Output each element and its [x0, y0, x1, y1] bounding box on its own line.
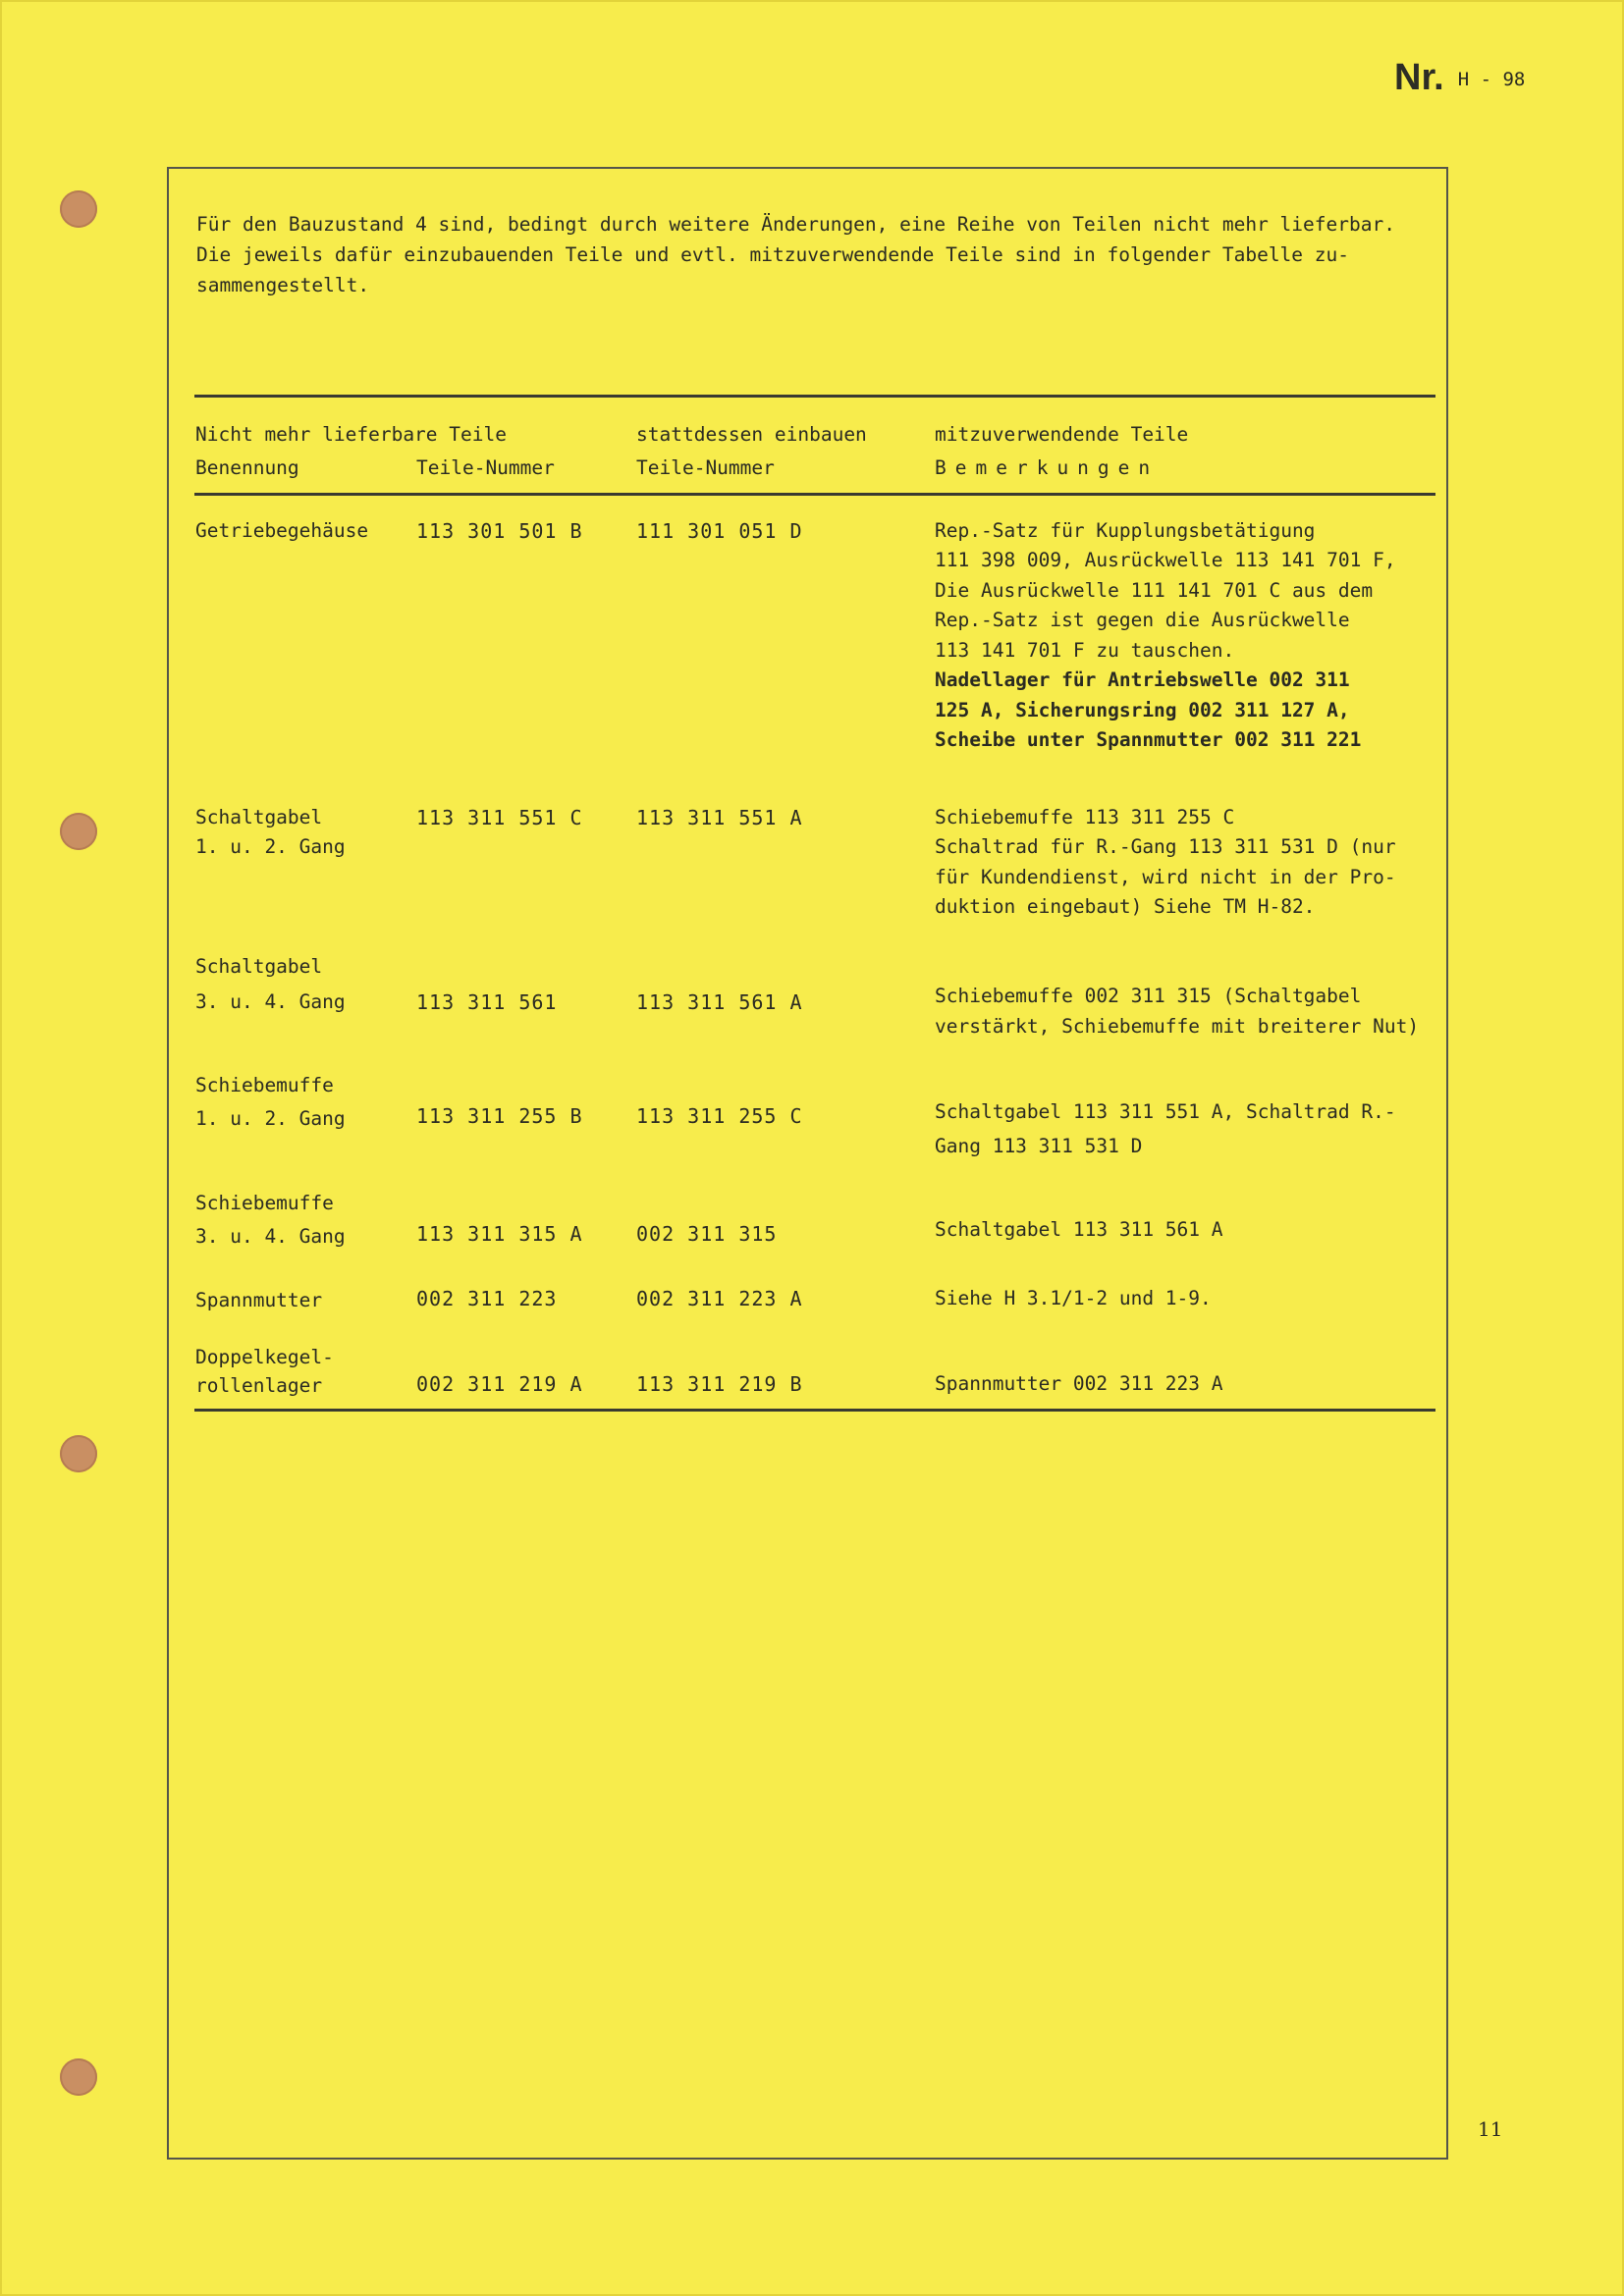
document-number: [1394, 57, 1525, 99]
part-name: Schaltgabel: [195, 955, 323, 978]
old-part-number: 113 311 315 A: [416, 1222, 583, 1246]
nr-label: Nr.: [1394, 57, 1444, 98]
remark-line: Die Ausrückwelle 111 141 701 C aus dem: [935, 579, 1374, 602]
part-name: 3. u. 4. Gang: [195, 1225, 346, 1248]
punch-hole: [60, 2058, 97, 2096]
remark-line: Schiebemuffe 113 311 255 C: [935, 806, 1235, 828]
page-number: 11: [1478, 2117, 1503, 2141]
punch-hole: [60, 1435, 97, 1472]
table-top-rule: [194, 395, 1435, 398]
part-name: 1. u. 2. Gang: [195, 1107, 346, 1130]
punch-hole: [60, 190, 97, 228]
intro-line: Die jeweils dafür einzubauenden Teile und evtl. mitzuverwendende Teile sind in folgender Tabelle zu-: [196, 243, 1349, 266]
old-part-number: 113 301 501 B: [416, 519, 583, 543]
header-bottom-rule: [194, 493, 1435, 496]
old-part-number: 002 311 223: [416, 1287, 558, 1310]
header-group-additional: mitzuverwendende Teile: [935, 423, 1189, 446]
remark-line: Schiebemuffe 002 311 315 (Schaltgabel: [935, 985, 1362, 1007]
old-part-number: 113 311 561: [416, 990, 558, 1014]
remark-line-bold: Nadellager für Antriebswelle 002 311: [935, 668, 1350, 691]
part-name: 3. u. 4. Gang: [195, 990, 346, 1013]
part-name: Schaltgabel: [195, 806, 323, 828]
remark-line: Siehe H 3.1/1-2 und 1-9.: [935, 1287, 1212, 1309]
punch-hole: [60, 813, 97, 850]
remark-line: 111 398 009, Ausrückwelle 113 141 701 F,: [935, 549, 1396, 571]
remark-line: 113 141 701 F zu tauschen.: [935, 639, 1235, 662]
remark-line: verstärkt, Schiebemuffe mit breiterer Nut): [935, 1015, 1420, 1038]
new-part-number: 113 311 255 C: [636, 1104, 803, 1128]
new-part-number: 113 311 551 A: [636, 806, 803, 829]
intro-line: Für den Bauzustand 4 sind, bedingt durch weitere Änderungen, eine Reihe von Teilen nicht mehr lieferbar.: [196, 213, 1395, 236]
header-col-new-number: Teile-Nummer: [636, 456, 775, 479]
part-name: 1. u. 2. Gang: [195, 835, 346, 858]
new-part-number: 113 311 219 B: [636, 1372, 803, 1396]
part-name: Getriebegehäuse: [195, 519, 369, 542]
remark-line: Schaltgabel 113 311 561 A: [935, 1218, 1223, 1241]
intro-line: sammengestellt.: [196, 274, 370, 296]
part-name: Doppelkegel-: [195, 1346, 334, 1368]
new-part-number: 111 301 051 D: [636, 519, 803, 543]
remark-line-bold: Scheibe unter Spannmutter 002 311 221: [935, 728, 1362, 751]
new-part-number: 002 311 315: [636, 1222, 778, 1246]
remark-line: Schaltrad für R.-Gang 113 311 531 D (nur: [935, 835, 1396, 858]
remark-line: Schaltgabel 113 311 551 A, Schaltrad R.-: [935, 1100, 1396, 1123]
remark-line: Rep.-Satz ist gegen die Ausrückwelle: [935, 609, 1350, 631]
header-group-replacement: stattdessen einbauen: [636, 423, 867, 446]
old-part-number: 113 311 255 B: [416, 1104, 583, 1128]
intro-paragraph: [196, 209, 1424, 300]
old-part-number: 002 311 219 A: [416, 1372, 583, 1396]
header-col-old-number: Teile-Nummer: [416, 456, 555, 479]
old-part-number: 113 311 551 C: [416, 806, 583, 829]
header-group-not-available: Nicht mehr lieferbare Teile: [195, 423, 507, 446]
remark-line: duktion eingebaut) Siehe TM H-82.: [935, 895, 1316, 918]
document-id: H - 98: [1457, 69, 1526, 90]
header-col-name: Benennung: [195, 456, 299, 479]
table-bottom-rule: [194, 1409, 1435, 1412]
remark-line-bold: 125 A, Sicherungsring 002 311 127 A,: [935, 699, 1350, 721]
new-part-number: 002 311 223 A: [636, 1287, 803, 1310]
new-part-number: 113 311 561 A: [636, 990, 803, 1014]
part-name: Spannmutter: [195, 1289, 323, 1311]
part-name: rollenlager: [195, 1374, 323, 1397]
header-col-remarks: Bemerkungen: [935, 456, 1160, 479]
content-frame: [167, 167, 1448, 2160]
remark-line: für Kundendienst, wird nicht in der Pro-: [935, 866, 1396, 888]
part-name: Schiebemuffe: [195, 1074, 334, 1096]
remark-line: Rep.-Satz für Kupplungsbetätigung: [935, 519, 1316, 542]
remark-line: Gang 113 311 531 D: [935, 1135, 1143, 1157]
remark-line: Spannmutter 002 311 223 A: [935, 1372, 1223, 1395]
part-name: Schiebemuffe: [195, 1192, 334, 1214]
